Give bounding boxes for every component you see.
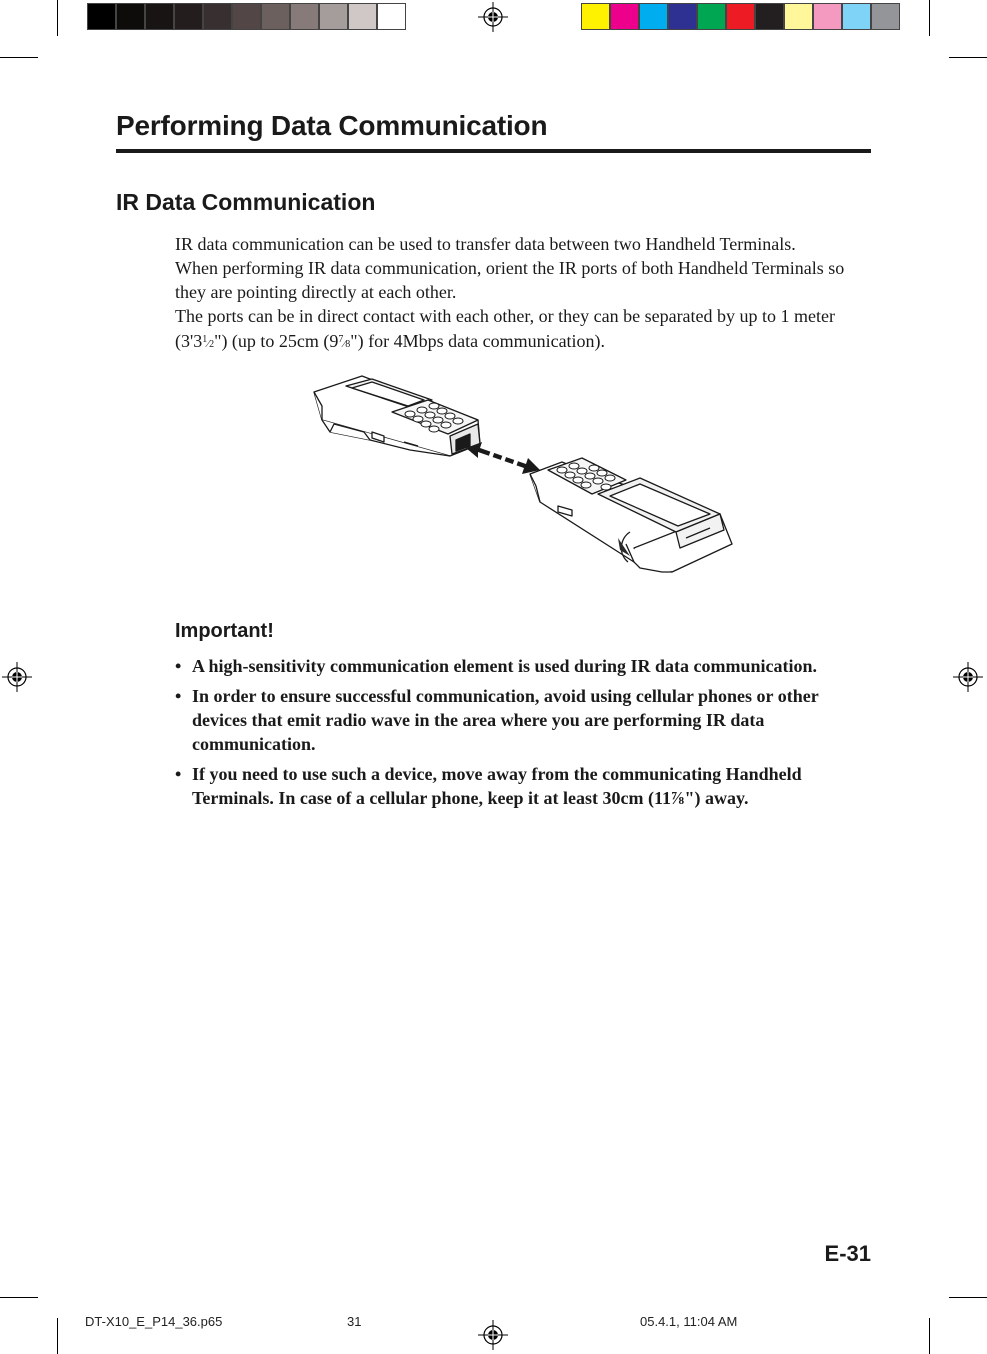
color-swatch bbox=[755, 3, 784, 30]
slug-timestamp: 05.4.1, 11:04 AM bbox=[640, 1314, 738, 1329]
grayscale-color-bar bbox=[87, 3, 406, 30]
bullet-icon: • bbox=[175, 764, 182, 784]
fraction-one-half: $^1$⁄2 bbox=[202, 334, 215, 350]
color-swatch bbox=[697, 3, 726, 30]
color-swatch bbox=[174, 3, 203, 30]
color-swatch bbox=[668, 3, 697, 30]
color-swatch bbox=[145, 3, 174, 30]
list-item: • A high-sensitivity communication element is used during IR data communication. bbox=[175, 656, 818, 676]
color-swatch bbox=[87, 3, 116, 30]
page-number: E-31 bbox=[824, 1241, 871, 1266]
color-swatch bbox=[348, 3, 377, 30]
color-swatch bbox=[319, 3, 348, 30]
bullet-icon: • bbox=[175, 656, 182, 676]
list-item: • In order to ensure successful communication, avoid using cellular phones or other devices that emit radio wave in the area where you are performing IR data communication. bbox=[175, 686, 819, 754]
color-swatch bbox=[726, 3, 755, 30]
color-swatch bbox=[581, 3, 610, 30]
fraction-seven-eighths: $^7$⁄8 bbox=[338, 334, 351, 350]
color-swatch bbox=[377, 3, 406, 30]
ir-communication-illustration bbox=[300, 362, 750, 582]
important-heading: Important! bbox=[175, 620, 274, 642]
important-list bbox=[175, 654, 875, 816]
color-swatch bbox=[116, 3, 145, 30]
section-body bbox=[175, 232, 875, 357]
section-title: IR Data Communication bbox=[116, 189, 376, 215]
color-swatch bbox=[639, 3, 668, 30]
paragraph-1: IR data communication can be used to transfer data between two Handheld Terminals. bbox=[175, 234, 796, 254]
list-item: • If you need to use such a device, move away from the communicating Handheld Terminals. In case of a cellular phone, keep it at least 30cm (11⅞") away. bbox=[175, 764, 802, 808]
registration-mark-icon bbox=[2, 662, 32, 692]
process-color-bar bbox=[581, 3, 900, 30]
color-swatch bbox=[813, 3, 842, 30]
paragraph-3: The ports can be in direct contact with each other, or they can be separated by up to 1 meter $(3'3^1⁄2")$ (up to 25cm $(9^7⁄8")$ for 4Mbps data communication). bbox=[175, 306, 836, 351]
handheld-terminal-left bbox=[314, 376, 480, 456]
ir-direction-arrow bbox=[466, 442, 540, 474]
color-swatch bbox=[203, 3, 232, 30]
color-swatch bbox=[784, 3, 813, 30]
handheld-terminal-right bbox=[530, 458, 732, 572]
color-swatch bbox=[842, 3, 871, 30]
chapter-title: Performing Data Communication bbox=[116, 110, 548, 141]
registration-mark-icon bbox=[953, 662, 983, 692]
slug-page-number: 31 bbox=[347, 1314, 362, 1329]
paragraph-2: When performing IR data communication, orient the IR ports of both Handheld Terminals so they are pointing directly at each other. bbox=[175, 258, 845, 302]
color-swatch bbox=[261, 3, 290, 30]
color-swatch bbox=[610, 3, 639, 30]
registration-mark-icon bbox=[478, 1320, 508, 1350]
color-swatch bbox=[232, 3, 261, 30]
color-swatch bbox=[871, 3, 900, 30]
bullet-icon: • bbox=[175, 686, 182, 706]
slug-file-name: DT-X10_E_P14_36.p65 bbox=[85, 1314, 223, 1329]
registration-mark-icon bbox=[478, 2, 508, 32]
color-swatch bbox=[290, 3, 319, 30]
chapter-title-rule bbox=[116, 149, 871, 153]
